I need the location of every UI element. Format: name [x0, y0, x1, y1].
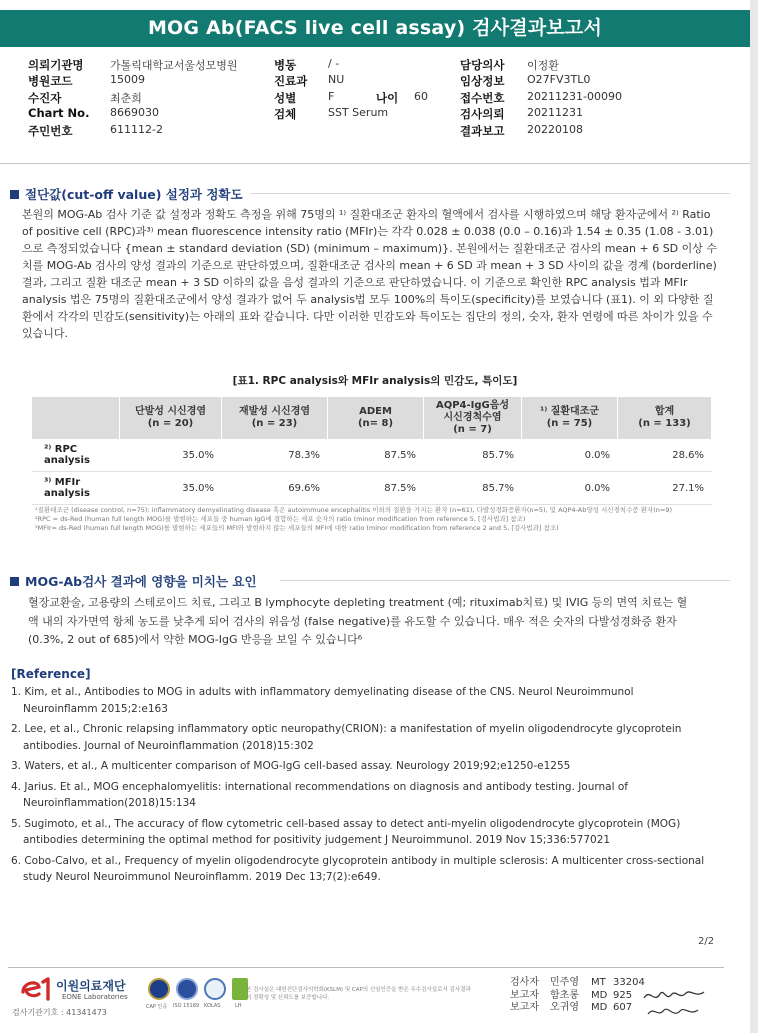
receipt-no-label: 접수번호 [460, 90, 505, 105]
sex-label: 성별 [274, 90, 297, 105]
signer-no: 33204 [613, 977, 645, 988]
department-value: NU [328, 73, 345, 87]
cert-caption: LH [235, 1003, 242, 1009]
table-header-cell: 합계 (n = 133) [618, 397, 712, 439]
cutoff-paragraph: 본원의 MOG-Ab 검사 기준 값 설정과 정확도 측정을 위해 75명의 ¹⁾ 질환대조군 환자의 혈액에서 검사를 시행하였으며 해당 환자군에서 ²⁾ Ratio of positive cell (RPC)과³⁾ mean fluorescence intensity ratio (MFIr)는 각각 0.028 ± 0.038 (0.0 – 0.16)과 1.54 ± 0.35 (1.08 - 3.01)으로 측정되었습니다 {mean ± standard deviation (SD) (minimum – maximum)}. 본원에서는 질환대조군 검사의 mean + 6 SD 이상 수치를 MOG-Ab 검사의 양성 결과의 기준으로 판단하였으며, 질환대조군 검사의 mean + 6 SD 과 mean + 3 SD 사이의 값을 경계 (borderline) 결과, 그리고 질환 대조군 mean + 3 SD 이하의 값을 음성 결과의 기준으로 판단하였습니다. 이 기준으로 확인한 RPC analysis 법과 MFIr analysis 법은 75명의 질환대조군에서 양성 결과가 없어 두 analysis법 모두 100%의 특이도(specificity)를 보였습니다 (표1). 이 외 다양한 질환에서 각각의 민감도(sensitivity)는 아래의 표와 같습니다. 다만 이러한 민감도와 특이도는 집단의 정의, 숫자, 환자 연령에 따른 차이가 있을 수 있습니다. [22, 208, 718, 340]
table-header-cell: 재발성 시신경염 (n = 23) [222, 397, 328, 439]
info-divider [0, 163, 750, 164]
table-cell: 69.6% [288, 482, 320, 494]
references-list [11, 684, 731, 890]
brand-name: 이원의료재단 [56, 979, 126, 993]
brand-name-en: EONE Laboratories [62, 993, 128, 1001]
table-header-cell: ¹⁾ 질환대조군 (n = 75) [522, 397, 618, 439]
examinee-value: 최춘희 [110, 91, 142, 105]
report-title: MOG Ab(FACS live cell assay) 검사결과보고서 [0, 10, 750, 47]
clinical-info-label: 임상정보 [460, 74, 505, 89]
resident-no-label: 주민번호 [28, 123, 73, 138]
cert-caption: KOLAS [204, 1003, 221, 1009]
table-footnotes [35, 506, 725, 533]
table-body [32, 439, 712, 505]
table-header-cell: AQP4-IgG음성 시신경척수염 (n = 7) [424, 397, 522, 439]
request-date-value: 20211231 [527, 106, 583, 120]
page-number: 2/2 [698, 936, 715, 947]
table-row [32, 439, 712, 472]
section-rule [280, 580, 730, 581]
reference-line: 6. Cobo-Calvo, et al., Frequency of myelin oligodendrocyte glycoprotein antibody in multiple sclerosis: A multicenter cross-sectional [11, 854, 705, 867]
signer-name: 민주영 [550, 977, 579, 988]
receipt-no-value: 20211231-00090 [527, 89, 622, 103]
table-header-cell [32, 397, 120, 439]
doctor-label: 담당의사 [460, 58, 505, 72]
institution-code: 검사기관기호 : 41341473 [12, 1008, 107, 1017]
references-title: [Reference] [11, 667, 91, 681]
section-bullet-icon [10, 190, 19, 199]
signer-role: 보고자 [510, 989, 539, 1001]
signer-type: MD [591, 989, 608, 1001]
signature-image [640, 984, 710, 1024]
table-cell: 0.0% [584, 482, 610, 494]
signer-role: 검사자 [510, 977, 539, 988]
reference-line: 3. Waters, et al., A multicenter comparison of MOG-IgG cell-based assay. Neurology 2019;92;e1250-e1255 [11, 760, 571, 772]
reference-line: Neuroinflammation(2018)15:134 [23, 797, 196, 809]
ward-label: 병동 [274, 58, 297, 72]
footnote: ¹질환대조군 (disease control, n=75): inflammatory demyelinating disease 혹은 autoimmune encephalitis 이외의 질환을 가지는 환자 (n=61), 다발성경화증환자(n=5), 및 AQP4-Ab양성 시신경척수증 환자(n=9) [35, 506, 673, 514]
signer-type: MD [591, 1002, 608, 1013]
section-factors-title: MOG-Ab검사 결과에 영향을 미치는 요인 [10, 572, 257, 590]
signer-name: 함초롱 [550, 989, 579, 1001]
reference-item [11, 758, 731, 775]
section-cutoff-title: 절단값(cut-off value) 설정과 정확도 [10, 185, 243, 203]
row-label: ²⁾ RPC analysis [44, 444, 90, 466]
scroll-track[interactable] [750, 0, 758, 1033]
cert-caption: CAP 인증 [146, 1004, 168, 1010]
iso-cert-icon [176, 978, 198, 1000]
report-date-label: 결과보고 [460, 123, 505, 138]
cert-caption: ISO 15189 [173, 1003, 200, 1009]
section-rule [250, 193, 730, 194]
table-cell: 0.0% [584, 449, 610, 461]
patient-info [28, 57, 728, 139]
reference-line: 4. Jarius. Et al., MOG encephalomyelitis: international recommendations on diagnosis and antibody testing. Journal of [11, 780, 628, 793]
kolas-cert-icon [204, 978, 226, 1000]
certification-note: 본 검사실은 대한진단검사의학회(KSLM) 및 CAP의 신임인증을 받은 우수검사실로서 검사결과의 정확성 및 신뢰도를 보증합니다. [246, 987, 471, 1001]
request-date-label: 검사의뢰 [460, 107, 505, 122]
table-header-cell: 단발성 시신경염 (n = 20) [120, 397, 222, 439]
sex-value: F [328, 89, 335, 103]
institution-value: 가톨릭대학교서울성모병원 [110, 59, 238, 72]
eone-logo-icon [18, 976, 54, 1002]
hospital-code-label: 병원코드 [28, 74, 73, 89]
footnote: ³MFIr= ds-Red (human full length MOG)를 발현하는 세포들의 MFI와 발현하지 않는 세포들의 MFI에 대한 ratio (minor modification from reference 2 and 5, [검사법과] 참조) [35, 524, 559, 532]
footer-divider [8, 967, 724, 968]
table-cell: 35.0% [182, 449, 214, 461]
table-caption: [표1. RPC analysis와 MFIr analysis의 민감도, 특이도] [232, 375, 518, 387]
cap-cert-icon [148, 978, 170, 1000]
signer-name: 오귀영 [550, 1002, 579, 1013]
reference-item [11, 684, 731, 717]
table-cell: 27.1% [672, 482, 704, 494]
specimen-label: 검체 [274, 107, 297, 122]
examinee-label: 수진자 [28, 90, 62, 105]
reference-item [11, 816, 731, 849]
row-label: ³⁾ MFIr analysis [44, 477, 90, 499]
reference-line: 1. Kim, et al., Antibodies to MOG in adults with inflammatory demyelinating disease of the CNS. Neurol Neuroimmunol [11, 686, 634, 698]
ward-value: / - [328, 57, 340, 70]
reference-line: 5. Sugimoto, et al., The accuracy of flow cytometric cell-based assay to detect anti-myelin oligodendrocyte glycoprotein (MOG) [11, 817, 681, 830]
table-cell: 35.0% [182, 482, 214, 494]
table-cell: 85.7% [482, 449, 514, 461]
signer-type: MT [591, 977, 606, 988]
signer-no: 925 [613, 989, 633, 1001]
chart-no-value: 8669030 [110, 106, 159, 120]
footnote: ²RPC = ds-Red (human full length MOG)를 발현하는 세포들 중 human IgG에 결합하는 세포 숫자의 ratio (minor modification from reference 5, [검사법과] 참조) [35, 515, 526, 523]
age-label: 나이 [376, 90, 399, 105]
table-row [32, 472, 712, 505]
clinical-info-value: O27FV3TL0 [527, 73, 591, 87]
signer-no: 607 [613, 1002, 633, 1013]
factors-paragraph: 혈장교환술, 고용량의 스테로이드 치료, 그리고 B lymphocyte depleting treatment (예; rituximab치료) 및 IVIG 등의 면역 치료는 혈액 내의 자가면역 항체 농도를 낮추게 되어 검사의 위음성 (false negative)를 유도할 수 있습니다. 매우 적은 숫자의 다발성경화증 환자 (0.3%, 2 out of 685)에서 약한 MOG-IgG 반응을 보일 수 있습니다⁶ [28, 596, 688, 646]
reference-item [11, 779, 731, 812]
table-cell: 78.3% [288, 449, 320, 461]
department-label: 진료과 [274, 74, 308, 89]
resident-no-value: 611112-2 [110, 122, 163, 136]
hospital-code-value: 15009 [110, 73, 145, 87]
table-cell: 28.6% [672, 449, 704, 461]
reference-line: study Neurol Neuroimmunol Neuroinflamm. 2019 Dec 13;7(2):e649. [23, 871, 381, 883]
section-bullet-icon [10, 577, 19, 586]
doctor-value: 이정환 [527, 59, 559, 72]
table-cell: 87.5% [384, 482, 416, 494]
reference-line: 2. Lee, et al., Chronic relapsing inflammatory optic neuropathy(CRION): a manifestation of myelin oligodendrocyte glycoprotein [11, 723, 682, 735]
institution-label: 의뢰기관명 [28, 58, 84, 72]
reference-item [11, 721, 731, 754]
signer-role: 보고자 [510, 1002, 539, 1013]
sensitivity-table [32, 397, 712, 505]
table-cell: 87.5% [384, 449, 416, 461]
reference-line: Neuroinflamm 2015;2:e163 [23, 702, 168, 715]
specimen-value: SST Serum [328, 106, 389, 120]
reference-item [11, 853, 731, 886]
table-header-row [32, 397, 712, 439]
reference-line: antibodies determining the optimal method for positivity judgement J Neuroimmunol. 2019 Nov 15;336:577021 [23, 834, 611, 846]
reference-line: antibodies. Journal of Neuroinflammation (2018)15:302 [23, 739, 314, 752]
table-header-cell: ADEM (n= 8) [328, 397, 424, 439]
chart-no-label: Chart No. [28, 106, 90, 121]
table-cell: 85.7% [482, 482, 514, 494]
age-value: 60 [414, 89, 428, 103]
report-date-value: 20220108 [527, 122, 583, 136]
